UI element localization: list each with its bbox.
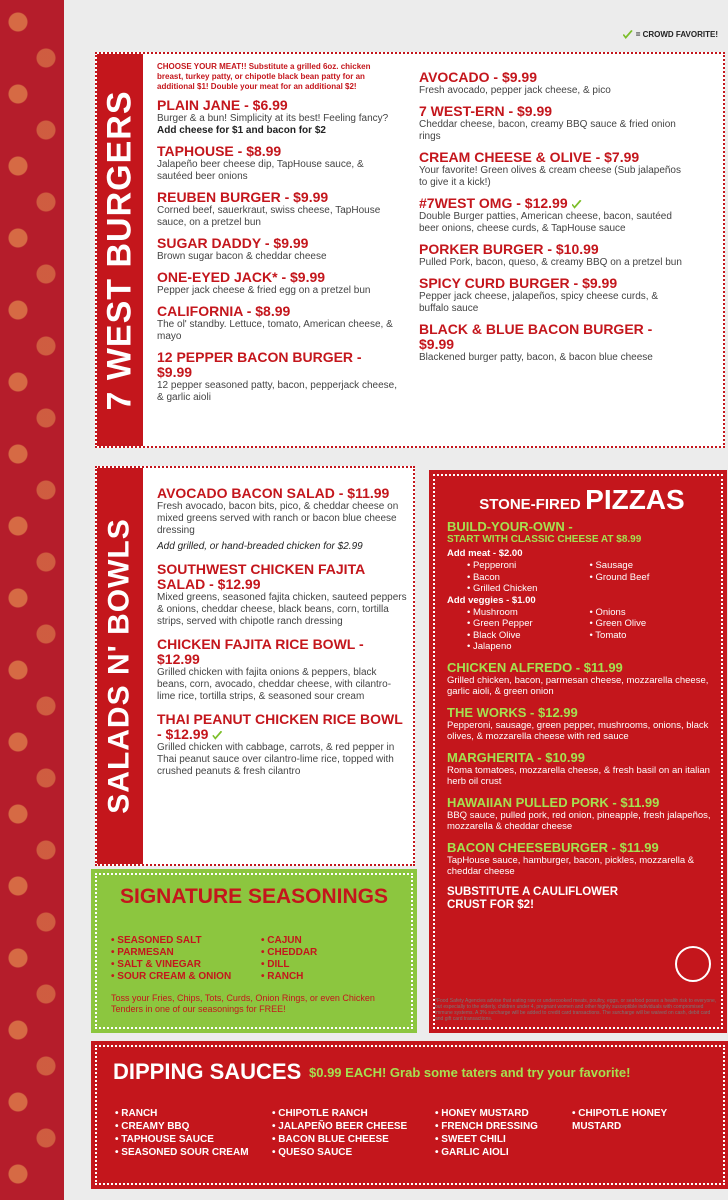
menu-item: [157, 350, 397, 404]
item-name: SUGAR DADDY - $9.99: [157, 235, 309, 251]
seasoning-item: • DILL: [261, 959, 411, 971]
seasoning-item: • PARMESAN: [111, 947, 261, 959]
seasoning-item: • SEASONED SALT: [111, 935, 261, 947]
menu-item: [157, 236, 397, 263]
sauce-item: • CHIPOTLE RANCH: [272, 1107, 432, 1120]
item-name: CHICKEN FAJITA RICE BOWL - $12.99: [157, 636, 364, 667]
menu-item: [447, 796, 712, 833]
sauces-column-3: [435, 1107, 570, 1159]
sauce-item: • GARLIC AIOLI: [435, 1146, 570, 1159]
pizzas-title-big: PIZZAS: [585, 484, 685, 515]
menu-item: [157, 637, 407, 703]
pizzas-title: [447, 484, 717, 516]
decorative-burger-strip: [0, 0, 64, 1200]
item-desc: Fresh avocado, pepper jack cheese, & pico: [419, 85, 611, 96]
sauces-title: DIPPING SAUCES: [113, 1059, 302, 1084]
burgers-title-bar: [97, 54, 143, 446]
menu-item: [419, 104, 684, 143]
topping: • Green Pepper: [467, 618, 590, 630]
sauce-item: • JALAPEÑO BEER CHEESE: [272, 1120, 432, 1133]
item-desc: Corned beef, sauerkraut, swiss cheese, TapHouse sauce, on a pretzel bun: [157, 205, 381, 228]
burgers-right-column: [419, 70, 684, 371]
seasonings-section: [95, 873, 413, 1029]
menu-item: [419, 150, 684, 189]
item-desc: Brown sugar bacon & cheddar cheese: [157, 251, 327, 262]
menu-item: [447, 751, 712, 788]
sauce-item: • RANCH: [115, 1107, 265, 1120]
item-desc: Pepper jack cheese & fried egg on a pretzel bun: [157, 285, 371, 296]
item-name: MARGHERITA - $10.99: [447, 749, 585, 765]
item-name: SPICY CURD BURGER - $9.99: [419, 275, 618, 291]
menu-item: [157, 562, 407, 628]
veggie-list: [447, 607, 712, 653]
crowd-favorite-icon: [212, 731, 222, 740]
item-desc: 12 pepper seasoned patty, bacon, pepperjack cheese, & garlic aioli: [157, 380, 397, 403]
cauliflower-icon: [675, 946, 711, 982]
seasoning-item: • RANCH: [261, 971, 411, 983]
item-desc: Your favorite! Green olives & cream cheese (Sub jalapeños to give it a kick!): [419, 165, 681, 188]
topping: • Pepperoni: [467, 560, 590, 572]
item-name: AVOCADO - $9.99: [419, 69, 537, 85]
topping: • Bacon: [467, 572, 590, 584]
item-desc-text: Burger & a bun! Simplicity at its best! Feeling fancy?: [157, 113, 389, 124]
burgers-title: 7 WEST BURGERS: [100, 89, 139, 411]
veggie-label: Add veggies - $1.00: [447, 594, 536, 606]
item-desc: Mixed greens, seasoned fajita chicken, sauteed peppers & onions, cheddar cheese, black beans, corn, tortilla strips, served with chipotle ranch dressing: [157, 592, 407, 627]
item-desc: Fresh avocado, bacon bits, pico, & cheddar cheese on mixed greens served with ranch or bacon blue cheese dressing: [157, 501, 399, 536]
topping: • Jalapeno: [467, 641, 590, 653]
item-name: BLACK & BLUE BACON BURGER - $9.99: [419, 321, 653, 352]
sauce-item: • TAPHOUSE SAUCE: [115, 1133, 265, 1146]
item-name: CREAM CHEESE & OLIVE - $7.99: [419, 149, 640, 165]
item-desc: Grilled chicken with fajita onions & peppers, black beans, corn, avocado, cheddar cheese, with cilantro-lime rice, tortilla strips, & seasoned sour cream: [157, 667, 392, 702]
menu-item: [157, 144, 397, 183]
byo-subtitle: START WITH CLASSIC CHEESE AT $8.99: [447, 534, 642, 545]
item-name: 7 WEST-ERN - $9.99: [419, 103, 553, 119]
seasonings-list: [111, 935, 411, 983]
item-extra: Add cheese for $1 and bacon for $2: [157, 125, 326, 136]
menu-item: [447, 706, 712, 743]
item-name: TAPHOUSE - $8.99: [157, 143, 282, 159]
sauces-column-1: [115, 1107, 265, 1159]
salads-title-bar: [97, 468, 143, 864]
item-name: REUBEN BURGER - $9.99: [157, 189, 329, 205]
salads-title: SALADS N' BOWLS: [103, 518, 136, 814]
sauce-item: • CHIPOTLE HONEY MUSTARD: [572, 1107, 702, 1133]
item-desc: BBQ sauce, pulled pork, red onion, pineapple, fresh jalapeños, mozzarella & cheddar cheese: [447, 809, 711, 832]
menu-item: [419, 196, 684, 235]
item-desc: Grilled chicken, bacon, parmesan cheese, mozzarella cheese, garlic aioli, & green onion: [447, 674, 709, 697]
sauces-column-4: [572, 1107, 702, 1133]
topping: • Black Olive: [467, 630, 590, 642]
item-desc: Roma tomatoes, mozzarella cheese, & fresh basil on an italian herb oil crust: [447, 764, 710, 787]
item-desc: TapHouse sauce, hamburger, bacon, pickles, mozzarella & cheddar cheese: [447, 854, 695, 877]
menu-item: [157, 98, 397, 137]
crowd-favorite-key: [623, 30, 718, 39]
item-name: THE WORKS - $12.99: [447, 704, 578, 720]
sauce-item: • HONEY MUSTARD: [435, 1107, 570, 1120]
topping: • Mushroom: [467, 607, 590, 619]
item-name: [419, 196, 684, 211]
menu-item: [447, 661, 712, 698]
item-desc: Grilled chicken with cabbage, carrots, & red pepper in Thai peanut sauce over cilantro-lime rice, topped with crushed peanuts & fresh cilantro: [157, 742, 395, 777]
menu-item: [419, 276, 684, 315]
seasonings-title: SIGNATURE SEASONINGS: [120, 885, 388, 908]
item-name-text: THAI PEANUT CHICKEN RICE BOWL - $12.99: [157, 711, 403, 742]
sauce-item: • BACON BLUE CHEESE: [272, 1133, 432, 1146]
item-name: HAWAIIAN PULLED PORK - $11.99: [447, 794, 660, 810]
menu-item: [419, 322, 684, 364]
cauliflower-crust-offer: SUBSTITUTE A CAULIFLOWER CRUST FOR $2!: [447, 885, 618, 911]
item-desc: Blackened burger patty, bacon, & bacon blue cheese: [419, 352, 653, 363]
burgers-section: [95, 52, 725, 448]
item-desc: Double Burger patties, American cheese, bacon, sautéed beer onions, cheese curds, & TapHouse sauce: [419, 211, 672, 234]
menu-item: [419, 70, 684, 97]
salads-section: [95, 466, 415, 866]
sauces-column-2: [272, 1107, 432, 1159]
item-name: PLAIN JANE - $6.99: [157, 97, 288, 113]
item-desc: [157, 113, 397, 137]
meat-list: [447, 560, 712, 595]
topping: • Green Olive: [590, 618, 713, 630]
sauce-item: • FRENCH DRESSING: [435, 1120, 570, 1133]
sauce-item: • SWEET CHILI: [435, 1133, 570, 1146]
seasonings-footer: Toss your Fries, Chips, Tots, Curds, Onion Rings, or even Chicken Tenders in one of our seasonings for FREE!: [111, 993, 375, 1014]
item-desc: Cheddar cheese, bacon, creamy BBQ sauce & fried onion rings: [419, 119, 676, 142]
pizzas-title-small: STONE-FIRED: [479, 496, 581, 513]
item-name: AVOCADO BACON SALAD - $11.99: [157, 485, 390, 501]
burgers-left-column: [157, 62, 397, 411]
topping: • Sausage: [590, 560, 713, 572]
item-name: SOUTHWEST CHICKEN FAJITA SALAD - $12.99: [157, 561, 365, 592]
menu-item: [447, 841, 712, 878]
sauce-item: • QUESO SAUCE: [272, 1146, 432, 1159]
item-desc: Pepperoni, sausage, green pepper, mushrooms, onions, black olives, & mozzarella cheese with red sauce: [447, 719, 709, 742]
salads-column: [157, 486, 407, 785]
topping: • Ground Beef: [590, 572, 713, 584]
crowd-favorite-label: = CROWD FAVORITE!: [635, 30, 718, 39]
sauce-item: • SEASONED SOUR CREAM: [115, 1146, 265, 1159]
sauce-item: • CREAMY BBQ: [115, 1120, 265, 1133]
item-name: 12 PEPPER BACON BURGER - $9.99: [157, 349, 362, 380]
item-desc: Pepper jack cheese, jalapeños, spicy cheese curds, & buffalo sauce: [419, 291, 659, 314]
topping: • Grilled Chicken: [467, 583, 590, 595]
menu-item: [157, 270, 397, 297]
menu-item: [157, 486, 407, 553]
item-name: CALIFORNIA - $8.99: [157, 303, 291, 319]
item-desc: The ol' standby. Lettuce, tomato, American cheese, & mayo: [157, 319, 393, 342]
item-extra: Add grilled, or hand-breaded chicken for $2.99: [157, 541, 363, 552]
seasoning-item: • CAJUN: [261, 935, 411, 947]
item-name: [157, 712, 407, 742]
menu-item: [419, 242, 684, 269]
seasoning-item: • SALT & VINEGAR: [111, 959, 261, 971]
seasoning-item: • SOUR CREAM & ONION: [111, 971, 261, 983]
topping: • Onions: [590, 607, 713, 619]
menu-item: [157, 712, 407, 778]
item-name: ONE-EYED JACK* - $9.99: [157, 269, 326, 285]
item-name: CHICKEN ALFREDO - $11.99: [447, 659, 623, 675]
item-name: BUILD-YOUR-OWN -: [447, 519, 573, 534]
item-desc: Pulled Pork, bacon, queso, & creamy BBQ on a pretzel bun: [419, 257, 682, 268]
sauces-section: [95, 1045, 725, 1185]
pizzas-column: [447, 520, 712, 912]
item-desc: Jalapeño beer cheese dip, TapHouse sauce, & sautéed beer onions: [157, 159, 364, 182]
meat-note: CHOOSE YOUR MEAT!! Substitute a grilled 6oz. chicken breast, turkey patty, or chipotle black bean patty for an additional $1! Double your meat for an additional $2!: [157, 62, 371, 91]
topping: • Tomato: [590, 630, 713, 642]
byo-pizza: [447, 520, 712, 653]
meat-label: Add meat - $2.00: [447, 548, 523, 559]
checkmark-icon: [623, 30, 633, 39]
item-name: BACON CHEESEBURGER - $11.99: [447, 839, 659, 855]
seasoning-item: • CHEDDAR: [261, 947, 411, 959]
item-name: PORKER BURGER - $10.99: [419, 241, 599, 257]
pizzas-section: [433, 474, 723, 1029]
fine-print: *Food Safety Agencies advise that eating raw or undercooked meats, poultry, eggs, or seafood poses a health risk to everyone, but especially to the elderly, children under 4, pregnant women and other highly susceptible individuals with compromised immune systems. A 3% surcharge will be added to credit card transactions. The surcharge will be waived on cash, debit card and gift card transactions.: [435, 998, 717, 1022]
item-name-text: #7WEST OMG - $12.99: [419, 195, 568, 211]
sauces-subtitle: $0.99 EACH! Grab some taters and try your favorite!: [309, 1065, 631, 1080]
crowd-favorite-icon: [572, 200, 582, 209]
menu-item: [157, 190, 397, 229]
menu-item: [157, 304, 397, 343]
